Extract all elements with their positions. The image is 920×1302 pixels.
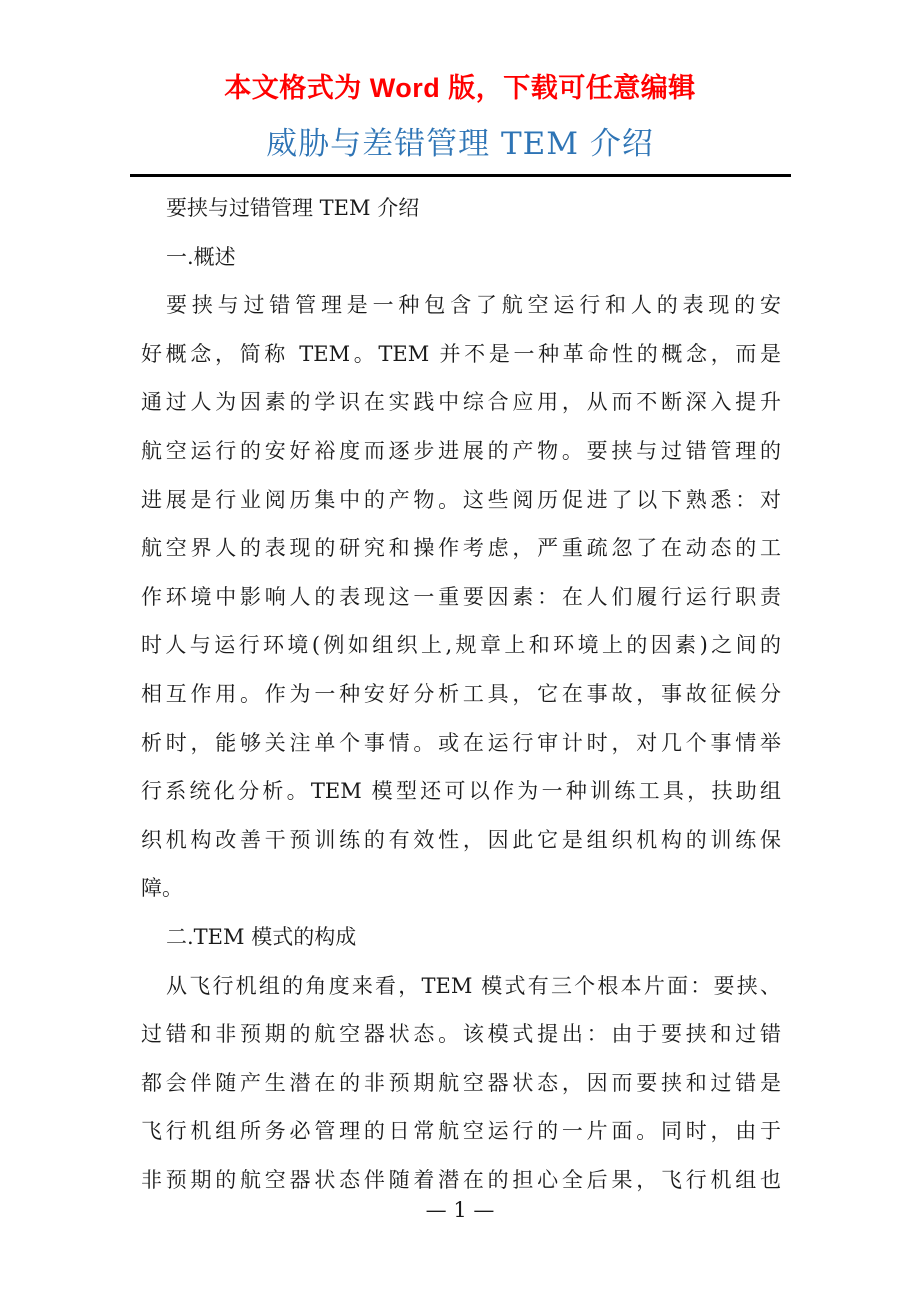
title-divider <box>130 174 791 177</box>
overview-paragraph <box>141 281 781 913</box>
paragraph-line: 通过人为因素的学识在实践中综合应用，从而不断深入提升 <box>141 390 781 415</box>
paragraph-line: 析时，能够关注单个事情。或在运行审计时，对几个事情举 <box>141 730 781 755</box>
paragraph-line: 过错和非预期的航空器状态。该模式提出：由于要挟和过错 <box>141 1022 781 1047</box>
paragraph-line: 航空界人的表现的研究和操作考虑，严重疏忽了在动态的工 <box>141 536 781 561</box>
paragraph-line: 相互作用。作为一种安好分析工具，它在事故，事故征候分 <box>141 681 781 706</box>
paragraph-line: 从飞行机组的角度来看，TEM 模式有三个根本片面：要挟、 <box>166 973 781 998</box>
paragraph-line: 进展是行业阅历集中的产物。这些阅历促进了以下熟悉：对 <box>141 487 781 512</box>
document-body <box>141 184 781 1204</box>
paragraph-line: 要挟与过错管理是一种包含了航空运行和人的表现的安 <box>166 293 781 318</box>
tem-model-paragraph <box>141 962 781 1205</box>
paragraph-line: 飞行机组所务必管理的日常航空运行的一片面。同时，由于 <box>141 1119 781 1144</box>
paragraph-line: 织机构改善干预训练的有效性，因此它是组织机构的训练保 <box>141 827 781 852</box>
paragraph-line: 障。 <box>141 876 183 901</box>
paragraph-line: 好概念，简称 TEM。TEM 并不是一种革命性的概念，而是 <box>141 341 781 366</box>
word-format-banner: 本文格式为 Word 版，下载可任意编辑 <box>224 73 696 103</box>
section-heading-tem-model: 二.TEM 模式的构成 <box>166 924 357 949</box>
paragraph-line: 时人与运行环境(例如组织上,规章上和环境上的因素)之间的 <box>141 633 781 658</box>
paragraph-line: 航空运行的安好裕度而逐步进展的产物。要挟与过错管理的 <box>141 438 781 463</box>
paragraph-line: 非预期的航空器状态伴随着潜在的担心全后果，飞行机组也 <box>141 1167 781 1192</box>
paragraph-line: 行系统化分析。TEM 模型还可以作为一种训练工具，扶助组 <box>141 779 781 804</box>
document-title: 威胁与差错管理 TEM 介绍 <box>266 126 654 162</box>
page-number: — 1 — <box>425 1198 495 1222</box>
section-heading-overview: 一.概述 <box>166 244 236 269</box>
subtitle-heading: 要挟与过错管理 TEM 介绍 <box>166 196 420 220</box>
paragraph-line: 作环境中影响人的表现这一重要因素：在人们履行运行职责 <box>141 584 781 609</box>
paragraph-line: 都会伴随产生潜在的非预期航空器状态，因而要挟和过错是 <box>141 1070 781 1095</box>
